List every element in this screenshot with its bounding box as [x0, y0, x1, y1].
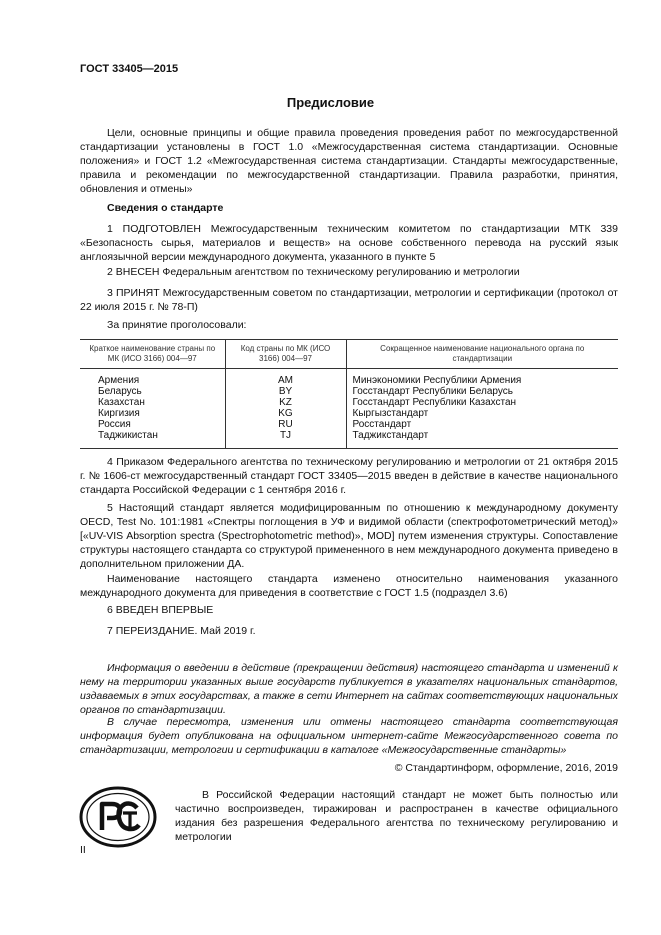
item-2: 2 ВНЕСЕН Федеральным агентством по техническому регулированию и метрологии	[107, 266, 520, 278]
copyright-line: © Стандартинформ, оформление, 2016, 2019	[394, 762, 618, 774]
table-row	[80, 430, 618, 449]
table-row	[80, 419, 618, 430]
item-6: 6 ВВЕДЕН ВПЕРВЫЕ	[107, 604, 214, 616]
table-header-code: Код страны по МК (ИСО 3166) 004—97	[225, 340, 346, 369]
standards-body: Росстандарт	[346, 419, 618, 430]
country-name: Таджикистан	[80, 430, 225, 449]
country-code: KG	[225, 408, 346, 419]
voted-label: За принятие проголосовали:	[107, 319, 247, 331]
country-name: Беларусь	[98, 386, 142, 397]
info-paragraph-2: В случае пересмотра, изменения или отмены настоящего стандарта соответствующая информация будет опубликована на официальном интернет-сайте Межгосударственного совета по стандартизации, метрологии и сертификации в каталоге «Межгосударственные стандарты»	[80, 716, 618, 756]
about-heading: Сведения о стандарте	[107, 202, 224, 214]
country-code: AM	[225, 369, 346, 387]
page-title: Предисловие	[286, 95, 375, 110]
standards-body: Госстандарт Республики Казахстан	[346, 397, 618, 408]
table-row	[80, 386, 618, 397]
country-code: BY	[225, 386, 346, 397]
country-name: Киргизия	[98, 408, 140, 419]
country-name: Армения	[98, 375, 140, 386]
standards-body: Таджикстандарт	[346, 430, 618, 449]
document-id-header: ГОСТ 33405—2015	[80, 63, 179, 75]
table-row	[80, 408, 618, 419]
country-code: TJ	[225, 430, 346, 449]
table-row	[80, 369, 618, 387]
country-name: Россия	[98, 419, 131, 430]
copyright-notice: В Российской Федерации настоящий стандарт не может быть полностью или частично воспроизведен, тиражирован и распространен в качестве официального издания без разрешения Федерального агентства по техническому регулированию и метрологии	[175, 789, 618, 843]
standards-body: Госстандарт Республики Беларусь	[346, 386, 618, 397]
standards-body: Кыргызстандарт	[346, 408, 618, 419]
item-5: 5 Настоящий стандарт является модифицированным по отношению к международному документу OECD, Test No. 101:1981 «Спектры поглощения в УФ и видимой области (спектрофотометрический метод)» [«UV-VIS Absorption spectra (Spectrophotometric method)», MOD] путем изменения структуры. Сопоставление структуры настоящего стандарта со структурой примененного в нем международного документа приведено в дополнительном приложении ДА.	[80, 502, 618, 570]
country-code: RU	[225, 419, 346, 430]
country-name: Казахстан	[98, 397, 145, 408]
country-code: KZ	[225, 397, 346, 408]
item-3: 3 ПРИНЯТ Межгосударственным советом по стандартизации, метрологии и сертификации (протокол от 22 июля 2015 г. № 78-П)	[80, 287, 618, 313]
item-5-note: Наименование настоящего стандарта изменено относительно наименования указанного международного документа для приведения в соответствие с ГОСТ 1.5 (подраздел 3.6)	[80, 573, 618, 599]
standards-body: Минэкономики Республики Армения	[346, 369, 618, 387]
page-number: II	[80, 844, 86, 856]
rst-logo-icon	[79, 786, 157, 848]
item-7: 7 ПЕРЕИЗДАНИЕ. Май 2019 г.	[107, 625, 256, 637]
voting-table	[80, 339, 618, 449]
table-row	[80, 397, 618, 408]
table-header-country: Краткое наименование страны по МК (ИСО 3166) 004—97	[80, 340, 225, 369]
item-4: 4 Приказом Федерального агентства по техническому регулированию и метрологии от 21 октября 2015 г. № 1606-ст межгосударственный стандарт ГОСТ 33405—2015 введен в действие в качестве национального стандарта Российской Федерации с 1 сентября 2016 г.	[80, 456, 618, 496]
item-1: 1 ПОДГОТОВЛЕН Межгосударственным техническим комитетом по стандартизации МТК 339 «Безопасность сырья, материалов и веществ» на основе собственного перевода на русский язык англоязычной версии международного документа, указанного в пункте 5	[80, 223, 618, 263]
info-paragraph-1: Информация о введении в действие (прекращении действия) настоящего стандарта и изменений к нему на территории указанных выше государств публикуется в указателях национальных стандартов, издаваемых в этих государствах, а также в сети Интернет на сайтах соответствующих национальных органов по стандартизации.	[80, 662, 618, 716]
intro-paragraph: Цели, основные принципы и общие правила проведения проведения работ по межгосударственной стандартизации установлены в ГОСТ 1.0 «Межгосударственная система стандартизации. Основные положения» и ГОСТ 1.2 «Межгосударственная система стандартизации. Стандарты межгосударственные, правила и рекомендации по межгосударственной стандартизации. Правила разработки, принятия, обновления и отмены»	[80, 127, 618, 195]
table-header-row	[80, 340, 618, 369]
table-header-body: Сокращенное наименование национального органа по стандартизации	[346, 340, 618, 369]
